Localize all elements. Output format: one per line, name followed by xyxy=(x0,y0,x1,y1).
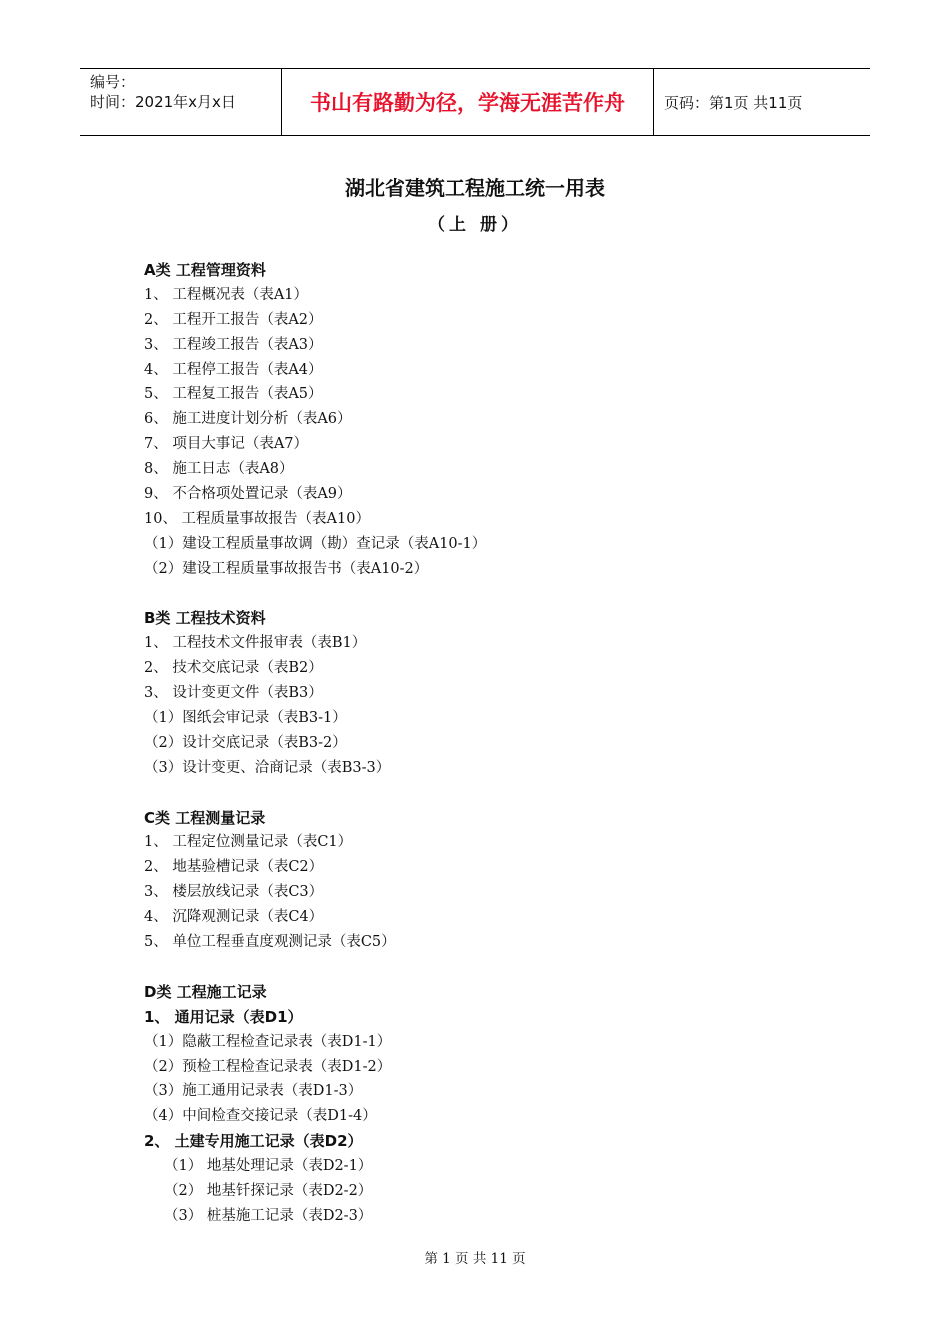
document-title: 湖北省建筑工程施工统一用表 xyxy=(345,176,605,200)
document-subtitle: （上 册） xyxy=(428,215,522,235)
list-item: 10、 工程质量事故报告（表A10） xyxy=(144,510,370,527)
list-item: 5、 单位工程垂直度观测记录（表C5） xyxy=(144,934,396,951)
serial-label: 编号： xyxy=(90,73,136,91)
list-item: （3） 桩基施工记录（表D2-3） xyxy=(164,1207,373,1224)
list-item: 3、 工程竣工报告（表A3） xyxy=(144,336,323,353)
list-item: 7、 项目大事记（表A7） xyxy=(144,436,309,453)
section-gap xyxy=(144,781,864,806)
list-item: 1、 工程定位测量记录（表C1） xyxy=(144,834,353,851)
subsection-heading: 1、 通用记录（表D1） xyxy=(144,1007,303,1026)
section-gap xyxy=(144,582,864,607)
list-item: 6、 施工进度计划分析（表A6） xyxy=(144,411,352,428)
list-item: （1） 地基处理记录（表D2-1） xyxy=(164,1158,373,1175)
list-item: （4）中间检查交接记录（表D1-4） xyxy=(144,1108,377,1125)
list-item: 3、 设计变更文件（表B3） xyxy=(144,685,323,702)
list-item: （2）设计交底记录（表B3-2） xyxy=(144,734,347,751)
list-item: （3）设计变更、洽商记录（表B3-3） xyxy=(144,759,391,776)
list-item: （1）隐蔽工程检查记录表（表D1-1） xyxy=(144,1033,392,1050)
section-c-heading: C类 工程测量记录 xyxy=(144,808,266,827)
list-item: （2） 地基钎探记录（表D2-2） xyxy=(164,1182,373,1199)
list-item: 2、 工程开工报告（表A2） xyxy=(144,311,323,328)
list-item: （2）预检工程检查记录表（表D1-2） xyxy=(144,1058,392,1075)
header-page-info: 页码：第1页 共11页 xyxy=(664,93,803,112)
section-gap xyxy=(144,955,864,980)
section-b-heading: B类 工程技术资料 xyxy=(144,609,266,628)
list-item: 1、 工程技术文件报审表（表B1） xyxy=(144,635,367,652)
header-meta xyxy=(80,69,282,135)
list-item: 4、 工程停工报告（表A4） xyxy=(144,361,323,378)
section-a-heading: A类 工程管理资料 xyxy=(144,261,266,279)
page-header xyxy=(80,68,870,136)
list-item: 2、 技术交底记录（表B2） xyxy=(144,660,323,677)
list-item: （1）图纸会审记录（表B3-1） xyxy=(144,710,347,727)
list-item: 2、 地基验槽记录（表C2） xyxy=(144,859,324,876)
list-item: （3）施工通用记录表（表D1-3） xyxy=(144,1083,363,1100)
page-footer: 第 1 页 共 11 页 xyxy=(424,1251,526,1267)
document-body xyxy=(144,258,864,1229)
time-label: 时间：2021年x月x日 xyxy=(90,93,236,111)
list-item: 8、 施工日志（表A8） xyxy=(144,461,294,478)
list-item: 5、 工程复工报告（表A5） xyxy=(144,386,323,403)
list-item: 3、 楼层放线记录（表C3） xyxy=(144,884,324,901)
list-item: 1、 工程概况表（表A1） xyxy=(144,286,309,303)
list-item: 4、 沉降观测记录（表C4） xyxy=(144,909,324,926)
list-item: 9、 不合格项处置记录（表A9） xyxy=(144,486,352,503)
list-item: （2）建设工程质量事故报告书（表A10-2） xyxy=(144,560,429,577)
section-d-heading: D类 工程施工记录 xyxy=(144,982,267,1001)
subsection-heading: 2、 土建专用施工记录（表D2） xyxy=(144,1132,363,1151)
header-motto: 书山有路勤为径，学海无涯苦作舟 xyxy=(282,69,654,135)
list-item: （1）建设工程质量事故调（勘）查记录（表A10-1） xyxy=(144,535,487,552)
